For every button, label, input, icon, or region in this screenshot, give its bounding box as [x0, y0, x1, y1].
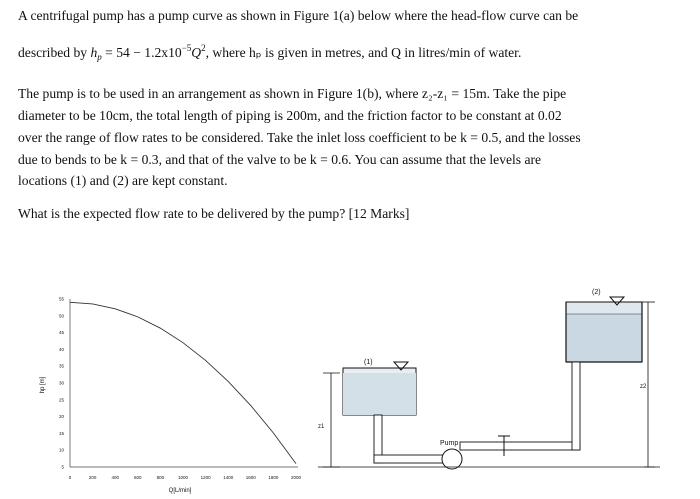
y-tick-label: 10: [58, 447, 64, 453]
y-tick-label: 30: [58, 380, 64, 386]
x-tick-label: 0: [68, 475, 72, 480]
x-tick-label: 200: [88, 475, 97, 480]
z2-label: z2: [640, 384, 647, 390]
exponent-neg5: −5: [181, 43, 192, 53]
x-tick-label: 600: [134, 475, 142, 480]
y-tick-label: 40: [58, 346, 64, 352]
discharge-pipe-vertical: [572, 362, 580, 450]
x-tick-label: 2000: [290, 475, 302, 480]
y-tick-label: 50: [58, 313, 64, 319]
chart-ticks: [59, 297, 302, 481]
x-tick-label: 400: [111, 475, 119, 480]
problem-line-2-pre: described by: [18, 45, 91, 60]
problem-line-1: A centrifugal pump has a pump curve as shown in Figure 1(a) below where the head-flow curve can be: [18, 8, 579, 23]
x-tick-label: 1000: [177, 475, 189, 480]
reservoir-2-label: (2): [592, 289, 601, 296]
x-tick-label: 1800: [268, 475, 279, 480]
exponent-2: 2: [201, 43, 206, 53]
y-tick-label: 55: [58, 296, 64, 302]
x-tick-label: 1400: [223, 475, 234, 480]
y-tick-label: 5: [61, 464, 64, 470]
y-tick-label: 15: [58, 430, 64, 436]
problem-para2-line-4: due to bends to be k = 0.3, and that of the valve to be k = 0.6. You can assume that the levels are: [18, 152, 542, 167]
reservoir-2-water: [566, 314, 642, 362]
problem-para2-line-2: diameter to be 10cm, the total length of piping is 200m, and the friction factor to be constant at 0.02: [18, 108, 562, 123]
chart-y-label: hp [m]: [40, 376, 46, 394]
question-text: What is the expected flow rate to be delivered by the pump? [12 Marks]: [18, 206, 410, 221]
x-tick-label: 1200: [200, 475, 211, 480]
system-diagram: [318, 289, 660, 469]
discharge-pipe-horizontal: [460, 442, 580, 450]
equation-mid: = 54 − 1.2x10: [101, 45, 182, 60]
problem-line-2-post: , where hₚ is given in metres, and Q in litres/min of water.: [205, 45, 522, 60]
head-subscript: p: [97, 52, 102, 62]
problem-para2-line-1: The pump is to be used in an arrangement as shown in Figure 1(b), where z₂-z₁ = 15m. Take the pipe: [18, 86, 567, 101]
y-tick-label: 45: [58, 330, 64, 336]
flow-symbol: Q: [191, 45, 202, 60]
reservoir-1-water: [343, 373, 416, 415]
pump-curve-line: [70, 302, 296, 463]
pump-icon: [442, 449, 462, 469]
chart-x-label: Q[L/min]: [168, 488, 192, 494]
x-tick-label: 800: [156, 475, 165, 480]
suction-pipe-horizontal: [374, 455, 444, 463]
problem-para2-line-3: over the range of flow rates to be considered. Take the inlet loss coefficient to be k = 0.5, and the losses: [18, 130, 581, 145]
x-tick-label: 1600: [245, 475, 256, 480]
head-symbol: h: [90, 45, 98, 60]
problem-para2-line-5: locations (1) and (2) are kept constant.: [18, 173, 228, 188]
reservoir-1-label: (1): [364, 359, 373, 366]
pump-label: Pump: [440, 440, 459, 447]
z1-label: z1: [318, 424, 325, 430]
y-tick-label: 20: [58, 414, 64, 420]
y-tick-label: 25: [58, 397, 64, 403]
y-tick-label: 35: [58, 363, 64, 369]
